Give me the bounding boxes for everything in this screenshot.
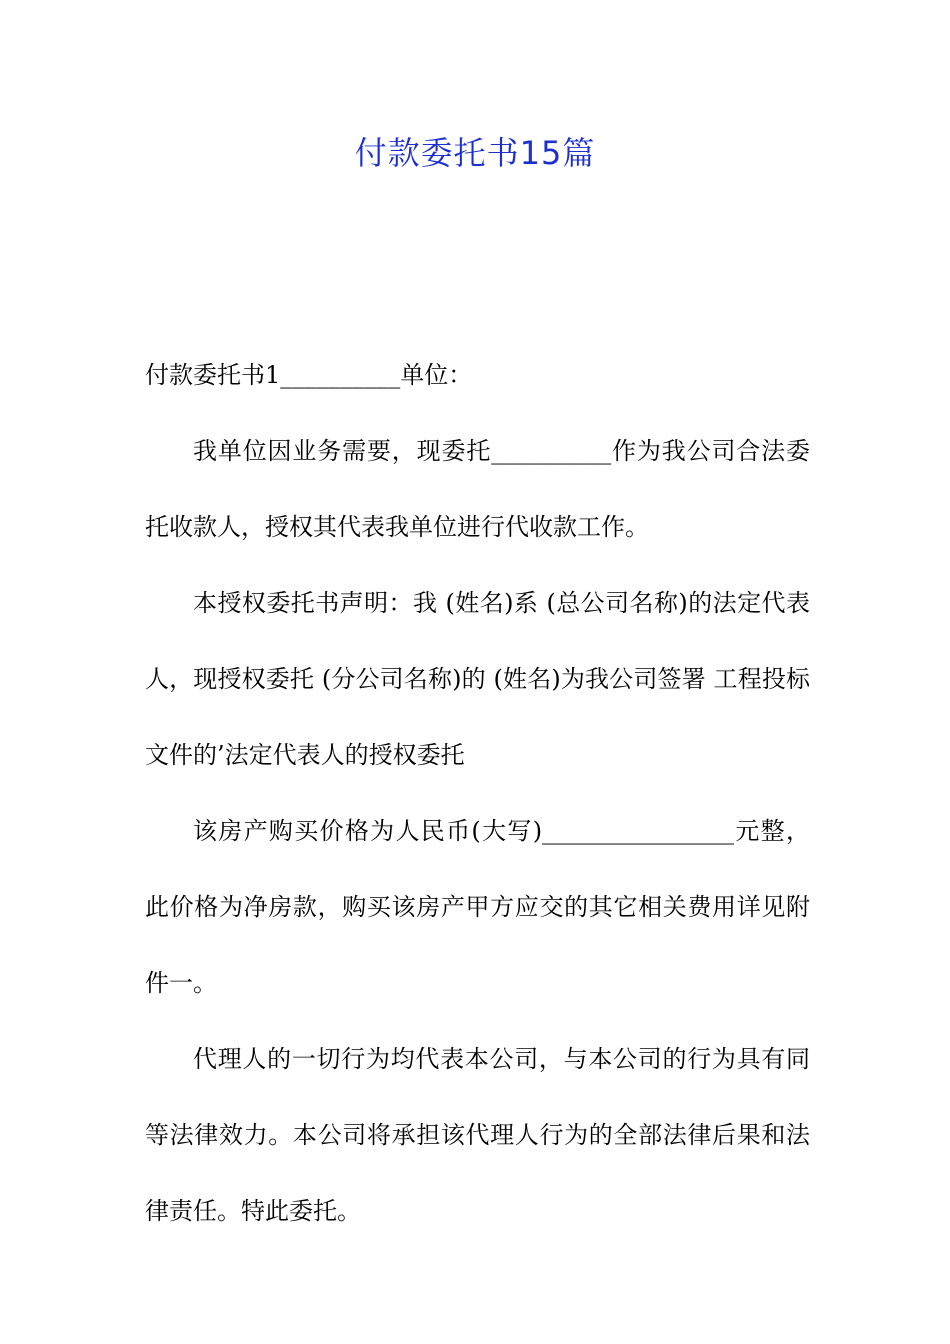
paragraph-entrustment: 我单位因业务需要，现委托__________作为我公司合法委托收款人，授权其代表我单位进行代收款工作。	[145, 437, 810, 541]
paragraph-authorization-statement: 本授权委托书声明：我 (姓名)系 (总公司名称)的法定代表人，现授权委托 (分公司名称)的 (姓名)为我公司签署 工程投标文件的’法定代表人的授权委托	[145, 589, 810, 769]
document-body	[145, 337, 810, 1249]
paragraph-heading-line: 付款委托书1__________单位：	[145, 361, 473, 389]
paragraph-agent-liability: 代理人的一切行为均代表本公司，与本公司的行为具有同等法律效力。本公司将承担该代理人行为的全部法律后果和法律责任。特此委托。	[145, 1045, 810, 1225]
document-title: 付款委托书15篇	[354, 134, 596, 172]
paragraph-purchase-price: 该房产购买价格为人民币(大写)________________元整，此价格为净房款，购买该房产甲方应交的其它相关费用详见附件一。	[145, 817, 810, 997]
